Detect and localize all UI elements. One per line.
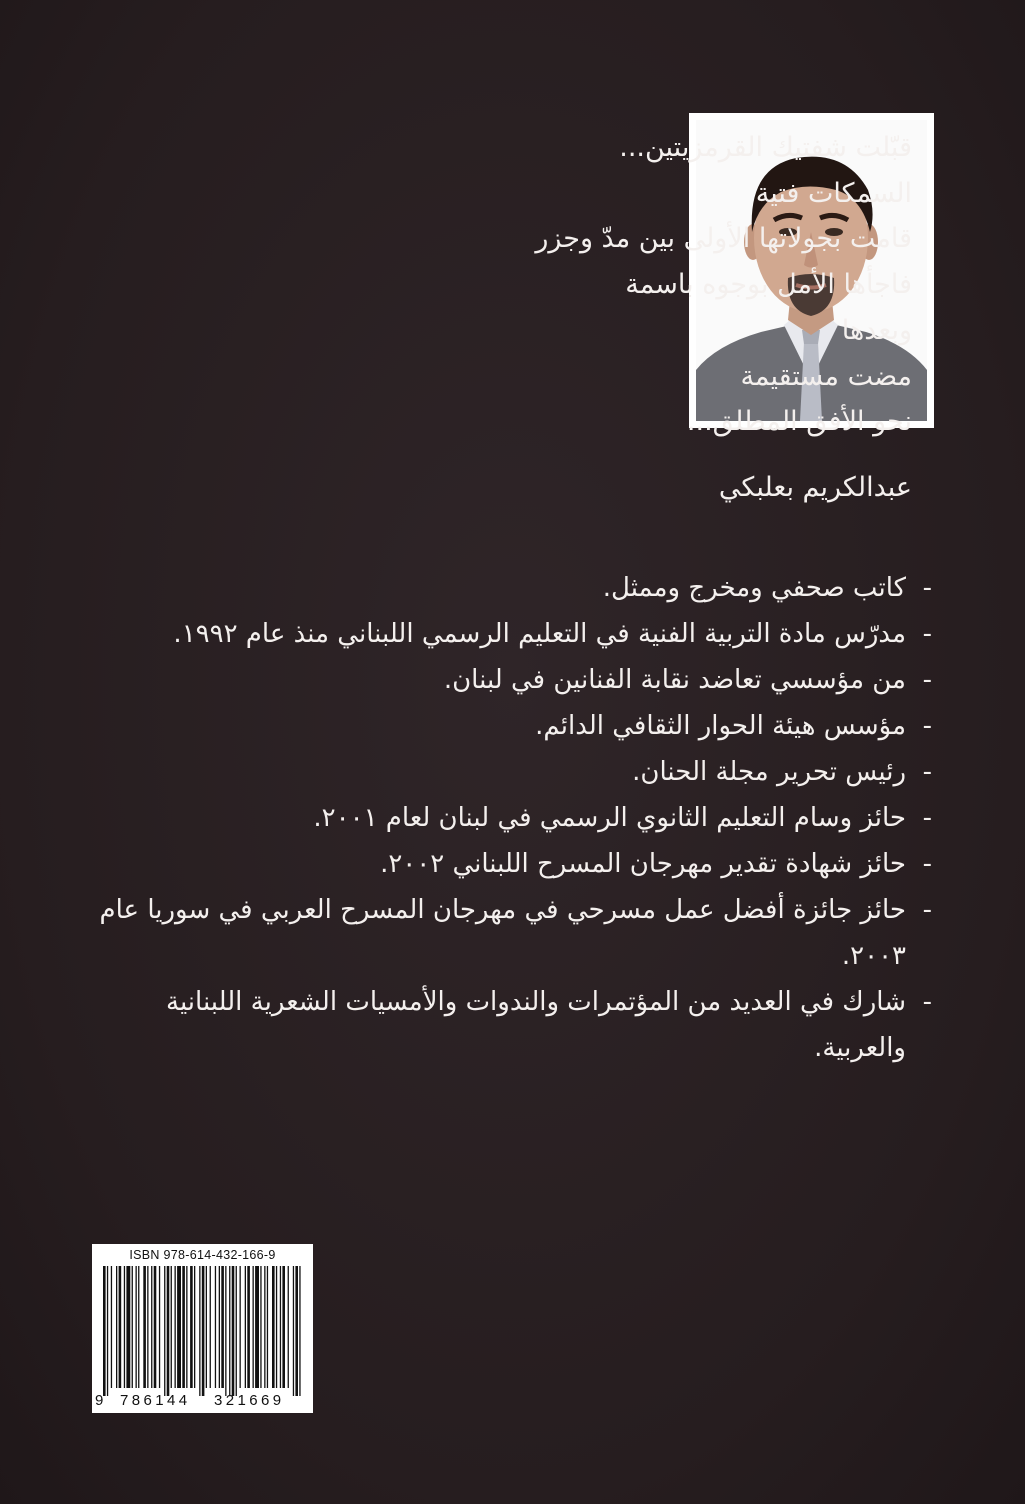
isbn-barcode: [92, 1244, 313, 1413]
barcode-bar: [225, 1266, 226, 1396]
barcode-bar: [206, 1266, 207, 1388]
barcode-bar: [119, 1266, 122, 1388]
bio-item: - حائز شهادة تقدير مهرجان المسرح اللبناني ٢٠٠٢.: [72, 841, 932, 887]
barcode-bar: [132, 1266, 133, 1388]
barcode-bar: [253, 1266, 254, 1388]
barcode-bar: [151, 1266, 152, 1388]
barcode-bar: [199, 1266, 200, 1396]
barcode-bar: [288, 1266, 289, 1388]
barcode-bar: [147, 1266, 148, 1388]
barcode-bar: [177, 1266, 181, 1388]
barcode-bar: [276, 1266, 277, 1388]
barcode-bar: [293, 1266, 294, 1396]
barcode-bar: [232, 1266, 235, 1396]
barcode-bar: [136, 1266, 137, 1388]
poem-line: مضت مستقيمة: [740, 360, 912, 392]
barcode-bar: [154, 1266, 157, 1388]
barcode-bar: [245, 1266, 246, 1388]
isbn-number: ISBN 978-614-432-166-9: [129, 1248, 276, 1262]
bio-item: - حائز وسام التعليم الثانوي الرسمي في لبنان لعام ٢٠٠١.: [72, 795, 932, 841]
poem-line: قامت بجولاتها الأولى بين مدّ وجزر: [535, 223, 912, 255]
barcode-bar: [299, 1266, 300, 1396]
bio-item: - حائز جائزة أفضل عمل مسرحي في مهرجان المسرح العربي في سوريا عام ٢٠٠٣.: [72, 887, 932, 979]
barcode-bar: [159, 1266, 160, 1388]
barcode-bar: [247, 1266, 250, 1388]
barcode-bar: [260, 1266, 261, 1388]
poem-line: السمكات فتية: [755, 177, 912, 209]
barcode-bar: [202, 1266, 205, 1396]
bio-item: - مؤسس هيئة الحوار الثقافي الدائم.: [72, 703, 932, 749]
barcode-bar: [175, 1266, 176, 1388]
barcode-bar: [164, 1266, 165, 1396]
poem-line: فاجأها الأمل بوجوه باسمة: [625, 269, 912, 301]
barcode-bar: [240, 1266, 241, 1388]
barcode-bar: [107, 1266, 108, 1396]
barcode-bar: [282, 1266, 285, 1388]
barcode-bar: [221, 1266, 224, 1388]
barcode-bar: [126, 1266, 130, 1388]
poem-line: نحو الأفق المطلق...: [686, 406, 912, 438]
bio-item: - شارك في العديد من المؤتمرات والندوات والأمسيات الشعرية اللبنانية والعربية.: [72, 979, 932, 1071]
barcode-bar: [210, 1266, 211, 1388]
author-name: عبدالكريم بعلبكي: [718, 472, 912, 503]
bio-item: - مدرّس مادة التربية الفنية في التعليم الرسمي اللبناني منذ عام ١٩٩٢.: [72, 611, 932, 657]
barcode-bar: [280, 1266, 281, 1388]
bio-item: - كاتب صحفي ومخرج وممثل.: [72, 565, 932, 611]
barcode-bar: [272, 1266, 275, 1388]
barcode-first-digit: 9: [95, 1392, 104, 1409]
barcode-bar: [138, 1266, 139, 1388]
barcode-bar: [103, 1266, 106, 1396]
barcode-bar: [267, 1266, 268, 1388]
barcode-bar: [194, 1266, 195, 1388]
barcode-right-digits: 321669: [214, 1392, 285, 1409]
barcode-bar: [143, 1266, 146, 1388]
barcode-bar: [124, 1266, 125, 1388]
barcode-bar: [215, 1266, 216, 1388]
barcode-bar: [236, 1266, 237, 1396]
barcode-bar: [111, 1266, 112, 1388]
barcode-bars: [101, 1266, 304, 1396]
barcode-bar: [190, 1266, 193, 1388]
barcode-bar: [186, 1266, 187, 1388]
barcode-bar: [167, 1266, 170, 1396]
barcode-bar: [255, 1266, 259, 1388]
barcode-bar: [116, 1266, 117, 1388]
poem-line: قبّلت شفتيك القرمزيتين...: [619, 132, 912, 163]
barcode-bar: [171, 1266, 172, 1388]
barcode-left-digits: 786144: [120, 1392, 191, 1409]
poem-line: وبعدها: [841, 314, 912, 346]
barcode-bar: [295, 1266, 298, 1396]
bio-item: - من مؤسسي تعاضد نقابة الفنانين في لبنان.: [72, 657, 932, 703]
barcode-bar: [182, 1266, 185, 1388]
barcode-bar: [229, 1266, 230, 1396]
poem-excerpt: [392, 125, 912, 445]
barcode-bar: [264, 1266, 265, 1388]
bio-item: - رئيس تحرير مجلة الحنان.: [72, 749, 932, 795]
barcode-bar: [219, 1266, 220, 1388]
author-bio-list: [72, 565, 932, 1071]
